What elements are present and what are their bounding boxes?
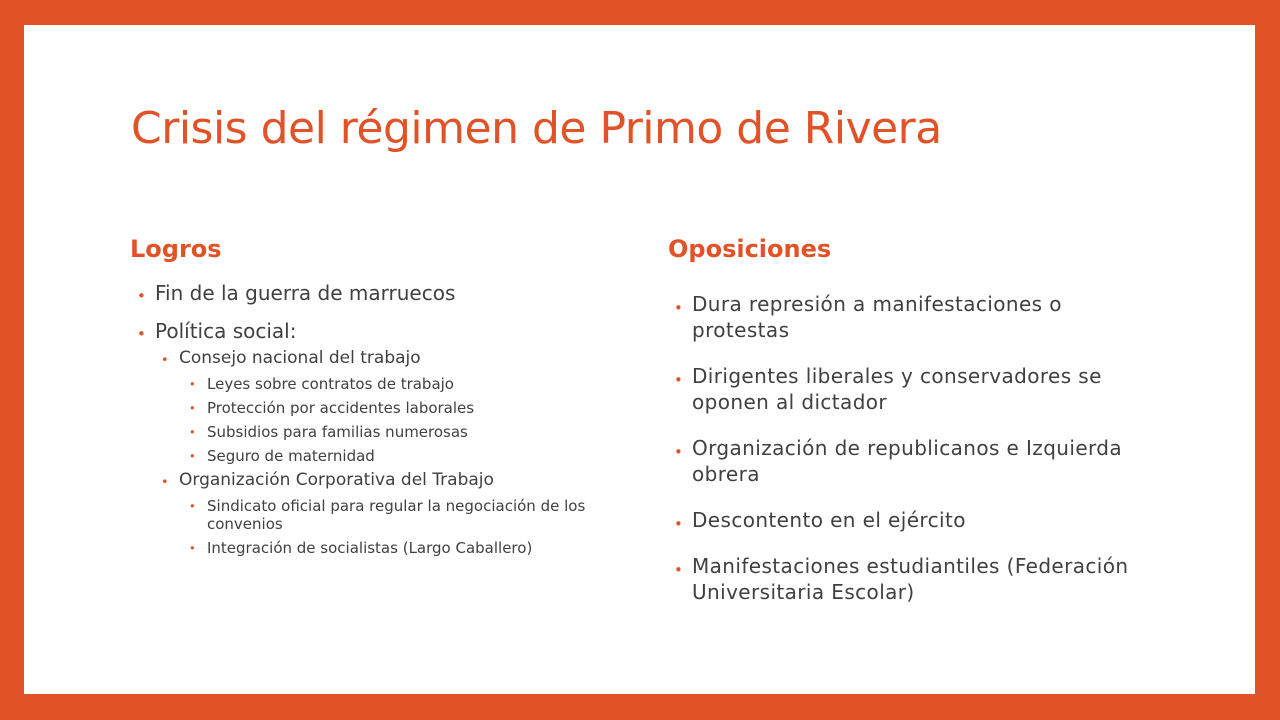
- oposiciones-list: [674, 291, 1144, 625]
- slide-canvas: [24, 25, 1255, 694]
- list-item: [674, 435, 1144, 487]
- list-item: [674, 553, 1144, 605]
- sublist-container: [189, 375, 597, 465]
- list-item: [189, 399, 597, 417]
- bullet-icon: •: [189, 542, 196, 555]
- list-item-text: Organización de republicanos e Izquierda obrera: [692, 436, 1123, 486]
- list-item-text: Dura represión a manifestaciones o protestas: [692, 292, 1062, 342]
- bullet-icon: •: [674, 299, 684, 317]
- logros-list: [137, 281, 597, 562]
- bullet-icon: •: [674, 443, 684, 461]
- sublist-container: [189, 497, 597, 557]
- list-item-text: Seguro de maternidad: [207, 447, 375, 465]
- bullet-icon: •: [189, 500, 196, 513]
- list-item-text: Política social:: [155, 319, 297, 343]
- list-item-text: Fin de la guerra de marruecos: [155, 281, 456, 305]
- bullet-icon: •: [189, 378, 196, 391]
- list-item: [189, 423, 597, 441]
- list-item: [161, 470, 597, 491]
- bullet-icon: •: [674, 371, 684, 389]
- bullet-icon: •: [674, 561, 684, 579]
- list-item-text: Organización Corporativa del Trabajo: [179, 470, 494, 490]
- list-item: [674, 363, 1144, 415]
- list-item: [189, 375, 597, 393]
- logros-heading: Logros: [130, 235, 222, 263]
- list-item-text: Consejo nacional del trabajo: [179, 348, 421, 368]
- organizacion-sublist: [189, 497, 597, 557]
- bullet-icon: •: [137, 325, 146, 343]
- list-item-text: Leyes sobre contratos de trabajo: [207, 375, 454, 393]
- list-item-text: Subsidios para familias numerosas: [207, 423, 468, 441]
- list-item-text: Descontento en el ejército: [692, 508, 966, 532]
- oposiciones-heading: Oposiciones: [668, 235, 832, 263]
- politica-social-sublist: [161, 348, 597, 557]
- list-item: [189, 539, 597, 557]
- list-item: [189, 497, 597, 533]
- list-item: [674, 291, 1144, 343]
- sublist-container: [161, 348, 597, 557]
- list-item: [137, 319, 597, 343]
- list-item: [161, 348, 597, 369]
- bullet-icon: •: [161, 353, 169, 368]
- bullet-icon: •: [189, 450, 196, 463]
- bullet-icon: •: [189, 402, 196, 415]
- list-item-text: Manifestaciones estudiantiles (Federación Universitaria Escolar): [692, 554, 1129, 604]
- bullet-icon: •: [674, 515, 684, 533]
- list-item-text: Dirigentes liberales y conservadores se oponen al dictador: [692, 364, 1102, 414]
- bullet-icon: •: [189, 426, 196, 439]
- consejo-sublist: [189, 375, 597, 465]
- list-item-text: Protección por accidentes laborales: [207, 399, 475, 417]
- list-item-text: Sindicato oficial para regular la negociación de los convenios: [207, 497, 586, 533]
- list-item-text: Integración de socialistas (Largo Caballero): [207, 539, 533, 557]
- slide-title: Crisis del régimen de Primo de Rivera: [131, 103, 942, 154]
- list-item: [137, 281, 597, 305]
- list-item: [674, 507, 1144, 533]
- bullet-icon: •: [161, 475, 169, 490]
- bullet-icon: •: [137, 287, 146, 305]
- list-item: [189, 447, 597, 465]
